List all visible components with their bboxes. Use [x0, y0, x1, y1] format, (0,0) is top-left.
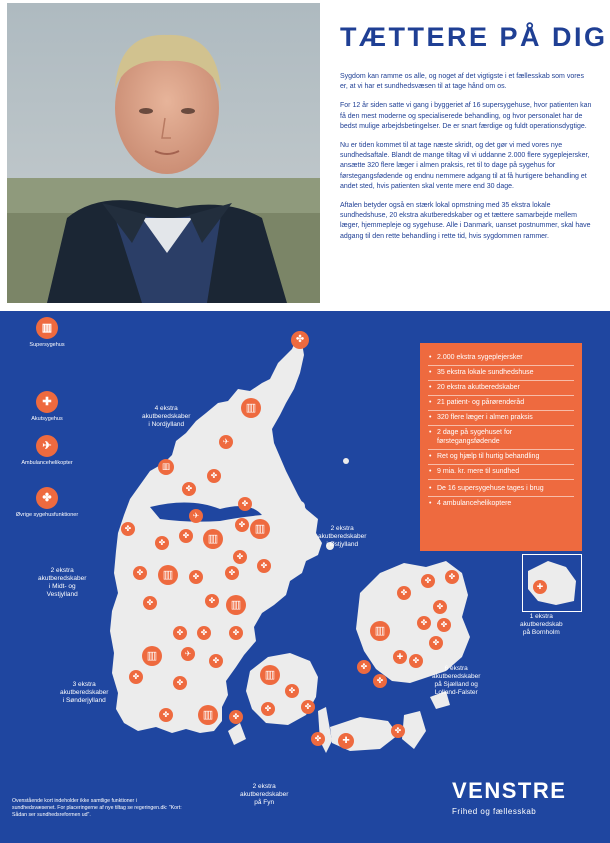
map-marker: ✤	[409, 654, 423, 668]
fact-item: • De 16 supersygehuse tages i brug	[428, 482, 574, 497]
map-marker: ✤	[391, 724, 405, 738]
helicopter-icon: ✈	[36, 435, 58, 457]
fact-item: • 20 ekstra akutberedskaber	[428, 381, 574, 396]
brand-name: VENSTRE	[452, 778, 567, 803]
facts-list	[420, 351, 582, 480]
map-marker: ✈	[219, 435, 233, 449]
map-marker: ✤	[257, 559, 271, 573]
fact-item: • 2 dage på sygehuset for førstegangsfødende	[428, 426, 574, 450]
map-marker: ✤	[261, 702, 275, 716]
top-section	[0, 0, 610, 311]
map-marker: ✤	[205, 594, 219, 608]
intro-paragraph: For 12 år siden satte vi gang i byggeriet af 16 supersygehuse, hvor patienten kan få den mest moderne og specialiserede behandling, og hvor personalet har de bedst mulige arbejdsbetingelser. De er snart færdige og fuldt operationsdygtige.	[340, 102, 592, 130]
map-marker: ✤	[285, 684, 299, 698]
map-marker: ✤	[143, 596, 157, 610]
map-marker: ▥	[260, 665, 280, 685]
map-section	[0, 311, 610, 843]
footnote: Ovenstående kort indeholder ikke samtlige funktioner i sundhedsvæsenet. For placeringerne af nye tiltag se regeringen.dk: "Kort: Sådan ser sundhedsreformen ud".	[12, 798, 182, 818]
map-marker: ✤	[189, 570, 203, 584]
map-marker: ✤	[182, 482, 196, 496]
map-marker: ✤	[229, 710, 243, 724]
legend-emergency: ✚ Akutsygehus	[7, 391, 87, 422]
map-marker: ✤	[173, 676, 187, 690]
fact-item: • Ret og hjælp til hurtig behandling	[428, 450, 574, 465]
fact-item: • 21 patient- og pårørenderåd	[428, 396, 574, 411]
map-marker: ✚	[338, 733, 354, 749]
map-marker: ▥	[158, 565, 178, 585]
region-label-ost: 2 ekstra akutberedskaber i Østjylland	[318, 525, 367, 548]
map-marker: ✤	[155, 536, 169, 550]
fact-item: • 35 ekstra lokale sundhedshuse	[428, 366, 574, 381]
map-marker: ✤	[225, 566, 239, 580]
map-marker: ▥	[241, 398, 261, 418]
map-marker: ▥	[226, 595, 246, 615]
map-marker: ✤	[433, 600, 447, 614]
map-marker: ▥	[198, 705, 218, 725]
intro-text	[340, 72, 592, 251]
fact-item: • 4 ambulancehelikoptere	[428, 497, 574, 511]
fact-item: • 320 flere læger i almen praksis	[428, 411, 574, 426]
map-marker: ✤	[373, 674, 387, 688]
region-label-syd: 3 ekstra akutberedskaber i Sønderjylland	[60, 681, 109, 704]
fact-item: • 2.000 ekstra sygeplejersker	[428, 351, 574, 366]
map-marker: ✤	[129, 670, 143, 684]
map-marker: ✚	[393, 650, 407, 664]
facts-box	[420, 343, 582, 551]
legend-helicopter: ✈ Ambulancehelikopter	[7, 435, 87, 466]
map-marker: ✈	[189, 509, 203, 523]
map-marker: ✤	[173, 626, 187, 640]
map-marker: ✤	[197, 626, 211, 640]
region-label-bornholm: 1 ekstra akutberedskab på Bornholm	[520, 613, 563, 636]
map-marker: ✤	[421, 574, 435, 588]
map-marker: ✤	[301, 700, 315, 714]
region-label-sjaelland: 6 ekstra akutberedskaber på Sjælland og Lolland-Falster	[432, 665, 481, 696]
map-marker: ▥	[203, 529, 223, 549]
map-marker: ✤	[179, 529, 193, 543]
map-marker: ✤	[417, 616, 431, 630]
map-marker: ✤	[238, 497, 252, 511]
map-marker: ✤	[357, 660, 371, 674]
page-title: TÆTTERE PÅ DIG	[340, 22, 608, 52]
region-label-midt: 2 ekstra akutberedskaber i Midt- og Vestjylland	[38, 567, 87, 598]
map-marker: ✤	[207, 469, 221, 483]
legend-hospital: ▥ Supersygehus	[7, 317, 87, 348]
region-label-fyn: 2 ekstra akutberedskaber på Fyn	[240, 783, 289, 806]
map-marker: ✤	[429, 636, 443, 650]
other-functions-icon: ✤	[36, 487, 58, 509]
map-marker: ✚	[533, 580, 547, 594]
map-marker: ✤	[311, 732, 325, 746]
map-marker: ✤	[209, 654, 223, 668]
brand-tagline: Frihed og fællesskab	[452, 807, 537, 816]
map-marker: ✤	[397, 586, 411, 600]
first-aid-icon: ✚	[36, 391, 58, 413]
funen-landmass	[246, 653, 318, 725]
map-marker: ✤	[159, 708, 173, 722]
legend-other: ✤ Øvrige sygehusfunktioner	[7, 487, 87, 518]
bornholm-inset	[522, 554, 582, 612]
map-marker: ▥	[158, 459, 174, 475]
map-marker: ▥	[142, 646, 162, 666]
region-label-nordjylland: 4 ekstra akutberedskaber i Nordjylland	[142, 405, 191, 428]
map-marker: ✤	[437, 618, 451, 632]
venstre-logo	[452, 778, 566, 816]
map-marker: ✈	[181, 647, 195, 661]
facts-list-secondary	[420, 482, 582, 511]
map-marker: ✤	[229, 626, 243, 640]
intro-paragraph: Nu er tiden kommet til at tage næste skridt, og det gør vi med vores nye sundhedsaftale. Blandt de mange tiltag vil vi uddanne 2.000 flere sygeplejersker, ansætte 320 flere læger i almen praksis, ret til to dage på sygehus for førstegangsfødende og endnu nemmere adgang til at få hurtigere behandling et andet sted, hvis patienten skal vente mere end 30 dage.	[340, 142, 590, 190]
map-marker: ✤	[445, 570, 459, 584]
fact-item: • 9 mia. kr. mere til sundhed	[428, 465, 574, 480]
intro-paragraph: Aftalen betyder også en stærk lokal opmstning med 35 ekstra lokale sundhedshuse, 20 ekstra akutberedskaber og et tættere samarbejde mellem læger, hjemmepleje og sygehuse. Alle i Danmark, uanset postnummer, skal have adgang til den rette behandling i rette tid, hvis sygdommen rammer.	[340, 202, 591, 240]
map-marker: ▥	[250, 519, 270, 539]
intro-paragraph: Sygdom kan ramme os alle, og noget af det vigtigste i et fællesskab som vores er, at vi har et sundhedsvæsen til at tage hånd om os.	[340, 73, 584, 91]
map-marker: ✤	[133, 566, 147, 580]
portrait-photo	[7, 3, 320, 303]
map-marker: ▥	[370, 621, 390, 641]
map-marker: ✤	[121, 522, 135, 536]
hospital-icon: ▥	[36, 317, 58, 339]
map-marker: ✤	[233, 550, 247, 564]
map-marker: ✤	[235, 518, 249, 532]
map-marker: ✤	[291, 331, 309, 349]
